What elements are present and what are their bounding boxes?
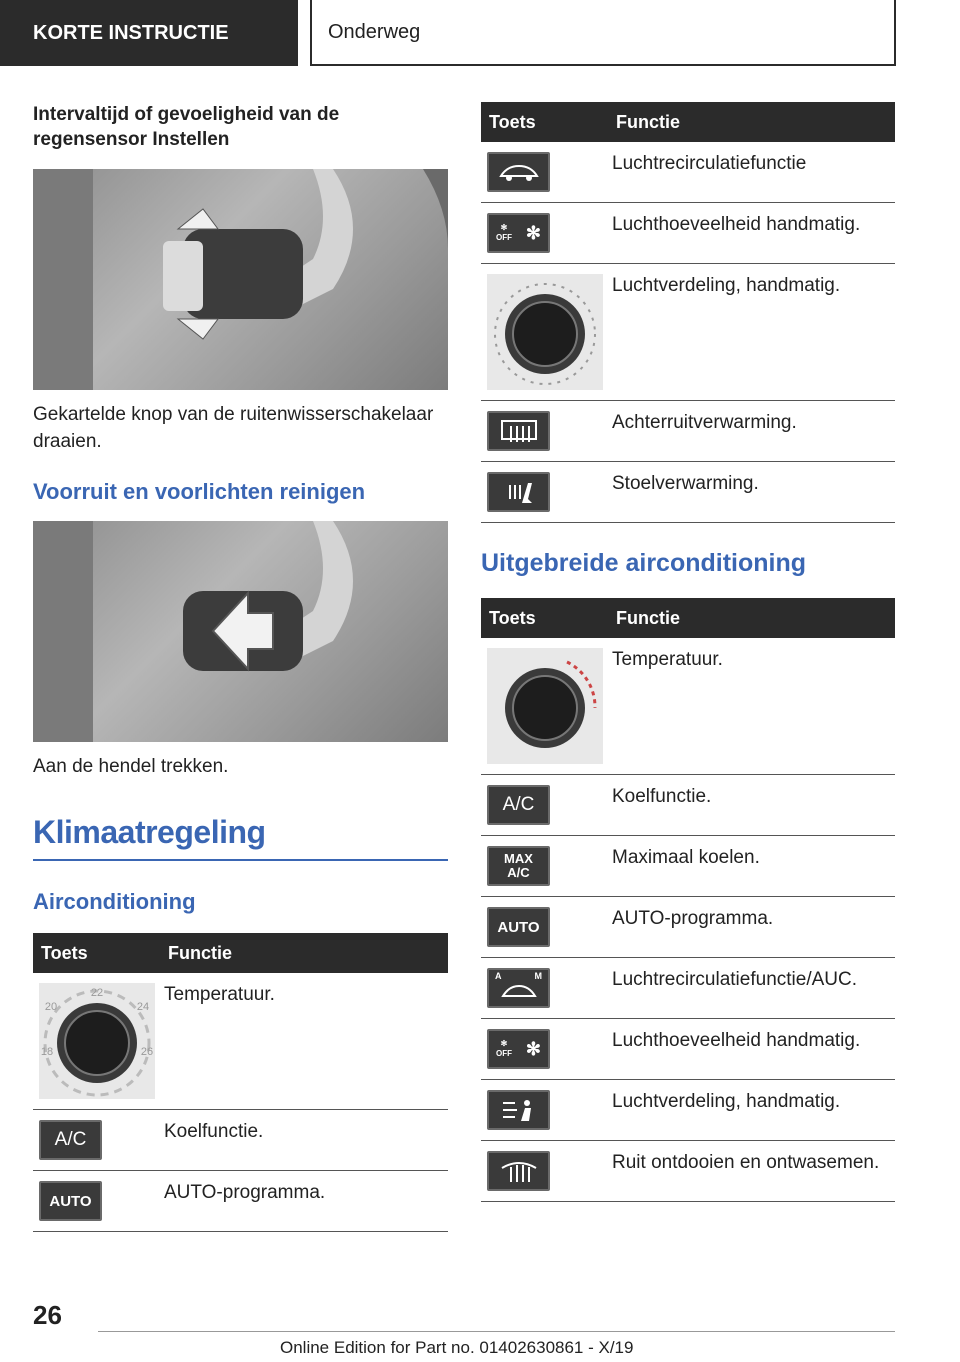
ac-button-icon: A/C [39,1120,102,1160]
table-row [481,203,895,264]
row-function-text: Achterruitverwarming. [606,401,895,462]
section-label: KORTE INSTRUCTIE [33,21,229,44]
table-row [481,775,895,836]
table-header-row [33,933,448,973]
footer-rule [98,1331,895,1332]
ac-table [33,933,448,1232]
caption-wiper-lever: Aan de hendel trekken. [33,756,229,777]
table-row [481,1019,895,1080]
row-function-text: Luchtrecirculatiefunctie [606,142,895,203]
heading-ac: Airconditioning [33,889,196,914]
right-column [481,102,895,1202]
heading-clean: Voorruit en voorlichten reinigen [33,479,366,504]
edition-text: Online Edition for Part no. 01402630861 - X/19 [280,1338,634,1357]
row-function-text: Temperatuur. [606,638,895,775]
table-row [481,638,895,775]
col-header-function: Functie [606,102,895,142]
caption-wiper-knob: Gekartelde knop van de ruitenwisserschakelaar draaien. [33,404,434,452]
recirculation-icon [487,152,550,192]
knob-label-22: 22 [90,987,104,999]
fan-off-icon: ✻ OFF ✻ [487,213,550,253]
table-row [481,462,895,523]
row-function-text: Luchthoeveelheid handmatig. [606,203,895,264]
row-function-text: Luchtverdeling, handmatig. [606,264,895,401]
wiper-lever-photo [33,521,448,742]
auto-button-icon: AUTO [487,907,550,947]
temperature-knob-icon [39,983,155,1099]
rear-window-heating-icon [487,411,550,451]
chapter-tab[interactable] [310,0,896,66]
fan-off-icon: ✻ OFF ✻ [487,1029,550,1069]
col-header-function: Functie [606,598,895,638]
heading-extended-ac: Uitgebreide airconditioning [481,549,807,577]
knob-label-26: 26 [140,1046,154,1058]
auto-button-icon: AUTO [39,1181,102,1221]
air-distribution-icon [487,1090,550,1130]
row-function-text: Luchtverdeling, handmatig. [606,1080,895,1141]
col-header-key: Toets [481,598,606,638]
table-row [481,897,895,958]
max-ac-button-icon: MAX A/C [487,846,550,886]
table-row [481,1141,895,1202]
table-row [481,958,895,1019]
row-function-text: Luchthoeveelheid handmatig. [606,1019,895,1080]
row-function-text: Luchtrecirculatiefunctie/AUC. [606,958,895,1019]
row-function-text: Stoelverwarming. [606,462,895,523]
table-row [481,401,895,462]
knob-label-18: 18 [40,1046,54,1058]
climate-table [481,102,895,523]
knob-label-20: 20 [44,1001,58,1013]
table-header-row [481,598,895,638]
row-function-text: AUTO-programma. [606,897,895,958]
heading-climate: Klimaatregeling [33,814,266,850]
table-row [33,973,448,1110]
row-function-text: Koelfunctie. [606,775,895,836]
table-row [481,1080,895,1141]
page-number: 26 [33,1300,62,1330]
temperature-knob-icon [487,648,603,764]
table-row [481,264,895,401]
col-header-key: Toets [33,933,158,973]
table-header-row [481,102,895,142]
air-distribution-knob-icon [487,274,603,390]
col-header-key: Toets [481,102,606,142]
table-row [481,836,895,897]
chapter-label: Onderweg [328,20,421,43]
row-function-text: Temperatuur. [158,973,448,1110]
section-tab[interactable] [0,0,298,66]
table-row [33,1171,448,1232]
table-row [481,142,895,203]
knob-label-24: 24 [136,1001,150,1013]
row-function-text: Koelfunctie. [158,1110,448,1171]
seat-heating-icon [487,472,550,512]
row-function-text: Maximaal koelen. [606,836,895,897]
defrost-icon [487,1151,550,1191]
wiper-knob-photo [33,169,448,390]
interval-title: Intervaltijd of gevoeligheid van de regensensor Instellen [33,104,340,150]
heading-rule [33,859,448,861]
table-row [33,1110,448,1171]
row-function-text: Ruit ontdooien en ontwasemen. [606,1141,895,1202]
col-header-function: Functie [158,933,448,973]
left-column [33,102,448,1232]
auc-recirculation-icon: A M [487,968,550,1008]
row-function-text: AUTO-programma. [158,1171,448,1232]
extended-ac-table [481,598,895,1202]
ac-button-icon: A/C [487,785,550,825]
